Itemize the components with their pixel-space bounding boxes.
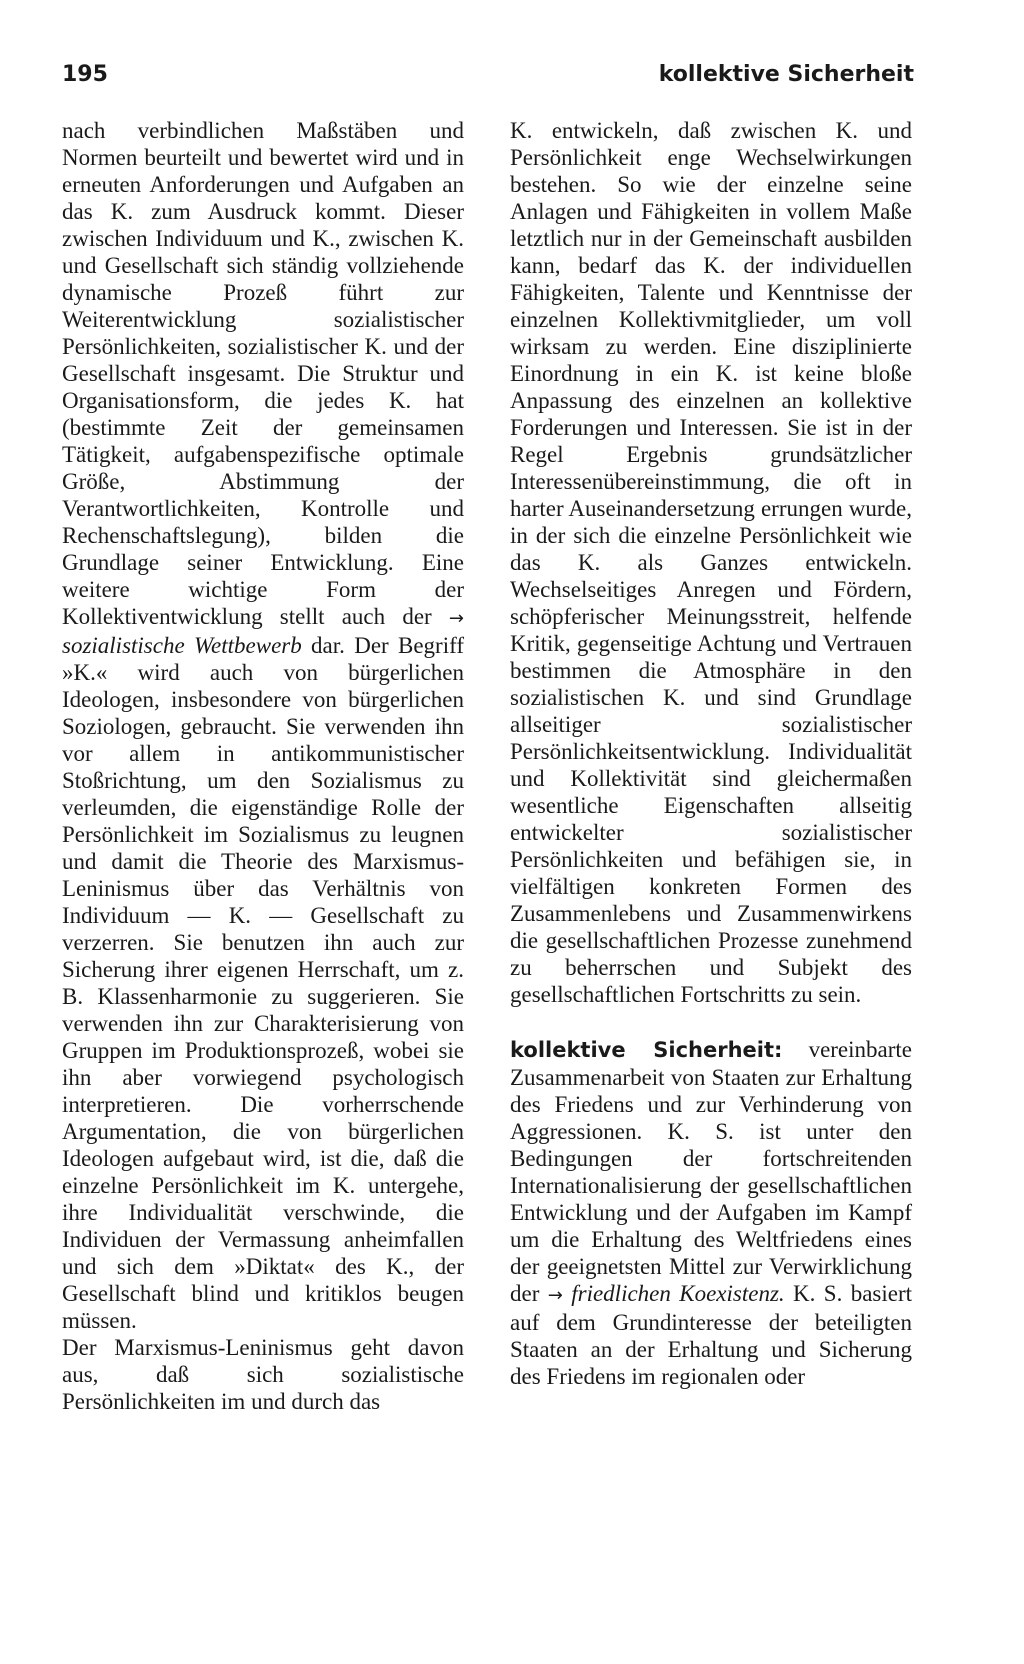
paragraph bbox=[62, 1334, 464, 1415]
paragraph-text: K. entwickeln, daß zwischen K. und Persönlichkeit enge Wechselwirkungen bestehen. So wie der einzelne seine Anlagen und Fähigkeiten in vollem Maße letztlich nur in der Gemeinschaft ausbilden kann, bedarf das K. der individuellen Fähigkeiten, Talente und Kenntnisse der einzelnen Kollektivmitglieder, um voll wirksam zu werden. Eine disziplinierte Einordnung in ein K. ist keine bloße Anpassung des einzelnen an kollektive Forderungen und Interessen. Sie ist in der Regel Ergebnis grundsätzlicher Interessenübereinstimmung, die oft in harter Auseinandersetzung errungen wurde, in der sich die einzelne Persönlichkeit wie das K. als Ganzes entwickeln. Wechselseitiges Anregen und Fördern, schöpferischer Meinungsstreit, helfende Kritik, gegenseitige Achtung und Vertrauen bestimmen die Atmosphäre in den sozialistischen K. und sind Grundlage allseitiger sozialistischer Persönlichkeitsentwicklung. Individualität und Kollektivität sind gleichermaßen wesentliche Eigenschaften allseitig entwickelter sozialistischer Persönlichkeiten und befähigen sie, in vielfältigen konkreten Formen des Zusammenlebens und Zusammenwirkens die gesellschaftlichen Prozesse zunehmend zu beherrschen und Subjekt des gesellschaftlichen Fortschritts zu sein. bbox=[510, 118, 912, 1007]
left-column bbox=[62, 117, 464, 1415]
running-title: kollektive Sicherheit bbox=[658, 62, 914, 87]
entry-definition: K. S. basiert auf dem Grundinteresse der beteiligten Staaten an der Erhaltung und Sicherung des Friedens im regionalen oder bbox=[510, 1281, 912, 1389]
entry-headword: kollektive Sicherheit: bbox=[510, 1038, 783, 1062]
cross-reference-link[interactable]: sozialistische Wettbewerb bbox=[62, 633, 302, 658]
dictionary-entry bbox=[510, 1036, 912, 1390]
page-number: 195 bbox=[62, 62, 108, 87]
paragraph bbox=[62, 117, 464, 1334]
paragraph bbox=[510, 117, 912, 1008]
paragraph-text: dar. Der Begriff »K.« wird auch von bürgerlichen Ideologen, insbesondere von bürgerlichen Soziologen, gebraucht. Sie verwenden ihn vor allem in antikommunistischer Stoßrichtung, um den Sozialismus zu verleumden, die eigenständige Rolle der Persönlichkeit im Sozialismus zu leugnen und damit die Theorie des Marxismus-Leninismus über das Verhältnis von Individuum — K. — Gesellschaft zu verzerren. Sie benutzen ihn auch zur Sicherung ihrer eigenen Herrschaft, um z. B. Klassenharmonie zu suggerieren. Sie verwenden ihn zur Charakterisierung von Gruppen im Produktionsprozeß, wobei sie ihn aber vorwiegend psychologisch interpretieren. Die vorherrschende Argumentation, die von bürgerlichen Ideologen aufgebaut wird, ist die, daß die einzelne Persönlichkeit im K. untergehe, ihre Individualität verschwinde, die Individuen der Vermassung anheimfallen und sich dem »Diktat« des K., der Gesellschaft blind und kritiklos beugen müssen. bbox=[62, 633, 464, 1333]
paragraph-text: Der Marxismus-Leninismus geht davon aus, daß sich sozialistische Persönlichkeiten im und durch das bbox=[62, 1335, 464, 1414]
running-head bbox=[62, 62, 914, 96]
paragraph-text: nach verbindlichen Maßstäben und Normen beurteilt und bewertet wird und in erneuten Anforderungen und Aufgaben an das K. zum Ausdruck kommt. Dieser zwischen Individuum und K., zwischen K. und Gesellschaft sich ständig vollziehende dynamische Prozeß führt zur Weiterentwicklung sozialistischer Persönlichkeiten, sozialistischer K. und der Gesellschaft insgesamt. Die Struktur und Organisationsform, die jedes K. hat (bestimmte Zeit der gemeinsamen Tätigkeit, aufgabenspezifische optimale Größe, Abstimmung der Verantwortlichkeiten, Kontrolle und Rechenschaftslegung), bilden die Grundlage seiner Entwicklung. Eine weitere wichtige Form der Kollektiventwicklung stellt auch der bbox=[62, 118, 464, 629]
entry-definition: vereinbarte Zusammenarbeit von Staaten zur Erhaltung des Friedens und zur Verhinderung von Aggressionen. K. S. ist unter den Bedingungen der fortschreitenden Internationalisierung der gesellschaftlichen Entwicklung und der Aufgaben im Kampf um die Erhaltung des Weltfriedens eines der geeignetsten Mittel zur Verwirklichung der bbox=[510, 1037, 912, 1306]
right-column bbox=[510, 117, 912, 1390]
cross-reference-arrow-icon: → bbox=[448, 608, 464, 629]
cross-reference-arrow-icon: → bbox=[547, 1285, 563, 1306]
cross-reference-link[interactable]: friedlichen Koexistenz. bbox=[571, 1281, 785, 1306]
